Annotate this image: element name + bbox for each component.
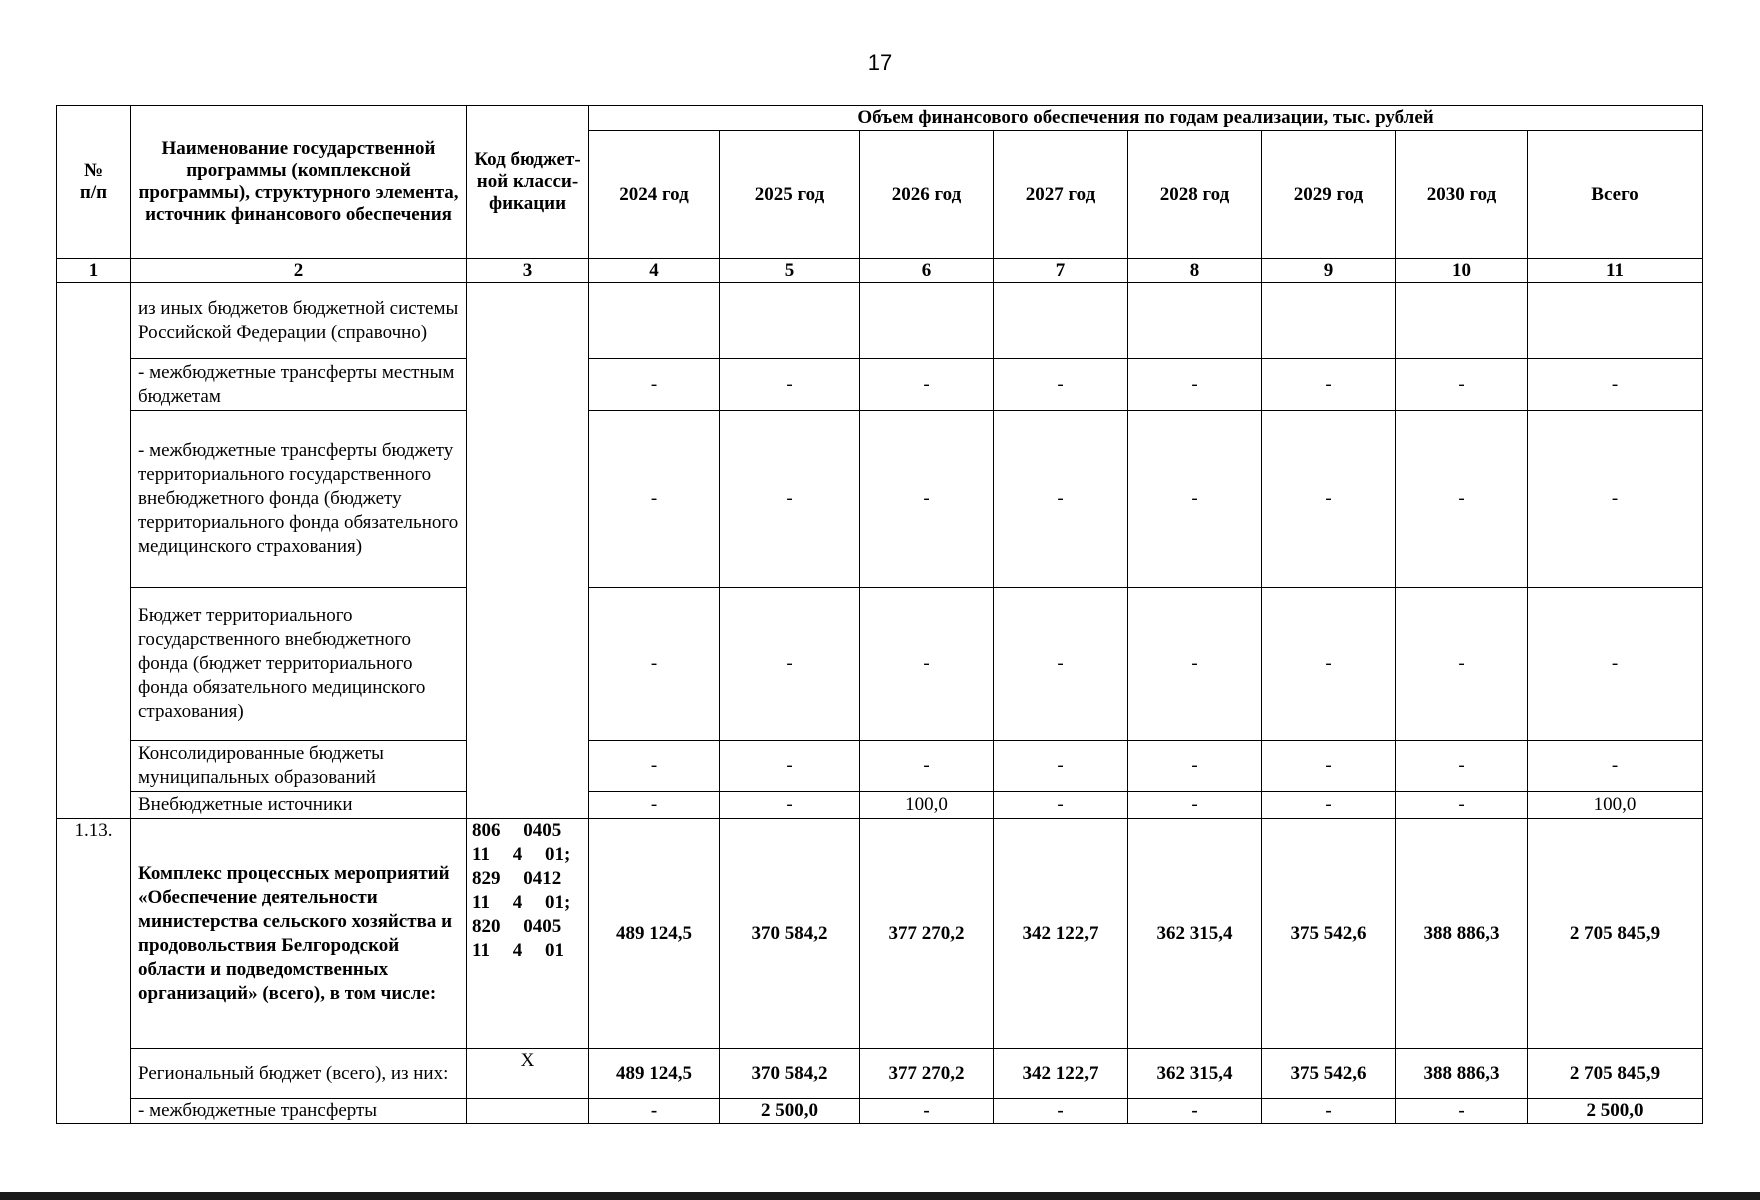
row-code: 806 0405 11 4 01; 829 0412 11 4 01; 820 0405 11 4 01: [467, 819, 589, 1049]
header-year: 2027 год: [994, 131, 1128, 259]
value-cell: -: [1262, 1099, 1396, 1124]
row-code: [467, 283, 589, 819]
row-name: - межбюджетные трансферты бюджету территориального государственного внебюджетного фонда (бюджету территориального фонда обязательного медицинского страхования): [131, 411, 467, 588]
header-year: 2030 год: [1396, 131, 1528, 259]
value-cell: [860, 283, 994, 359]
value-cell: -: [860, 588, 994, 741]
value-cell: 342 122,7: [994, 819, 1128, 1049]
index-cell: 11: [1528, 259, 1703, 283]
header-year: 2026 год: [860, 131, 994, 259]
value-cell: -: [1396, 741, 1528, 792]
financing-table: [56, 105, 1703, 1124]
scan-edge: [0, 1192, 1760, 1200]
row-name: Внебюджетные источники: [131, 792, 467, 819]
value-cell: 377 270,2: [860, 819, 994, 1049]
index-cell: 4: [589, 259, 720, 283]
row-name: Консолидированные бюджеты муниципальных образований: [131, 741, 467, 792]
value-cell: -: [1528, 411, 1703, 588]
table-row: [57, 1049, 1703, 1099]
index-cell: 9: [1262, 259, 1396, 283]
header-code: Код бюджет-ной класси-фикации: [467, 106, 589, 259]
value-cell: -: [994, 411, 1128, 588]
value-cell: -: [1128, 359, 1262, 411]
value-cell: -: [1262, 792, 1396, 819]
index-cell: 6: [860, 259, 994, 283]
value-cell: 100,0: [860, 792, 994, 819]
table-row: [57, 819, 1703, 1049]
row-num: [57, 283, 131, 819]
value-cell: -: [720, 411, 860, 588]
header-num: № п/п: [57, 106, 131, 259]
value-cell: 2 705 845,9: [1528, 819, 1703, 1049]
value-cell: 362 315,4: [1128, 819, 1262, 1049]
value-cell: -: [994, 792, 1128, 819]
value-cell: -: [589, 411, 720, 588]
value-cell: -: [1396, 359, 1528, 411]
value-cell: -: [1262, 411, 1396, 588]
table-row: [57, 411, 1703, 588]
header-year: 2024 год: [589, 131, 720, 259]
table-row: [57, 1099, 1703, 1124]
header-group-title: Объем финансового обеспечения по годам реализации, тыс. рублей: [589, 106, 1703, 131]
value-cell: [1396, 283, 1528, 359]
value-cell: -: [1128, 1099, 1262, 1124]
index-cell: 5: [720, 259, 860, 283]
value-cell: -: [1262, 359, 1396, 411]
value-cell: -: [589, 741, 720, 792]
value-cell: [994, 283, 1128, 359]
value-cell: -: [1396, 1099, 1528, 1124]
header-total: Всего: [1528, 131, 1703, 259]
value-cell: 2 500,0: [720, 1099, 860, 1124]
value-cell: -: [589, 588, 720, 741]
value-cell: [1262, 283, 1396, 359]
value-cell: 375 542,6: [1262, 819, 1396, 1049]
value-cell: -: [589, 792, 720, 819]
header-year: 2028 год: [1128, 131, 1262, 259]
index-cell: 2: [131, 259, 467, 283]
value-cell: -: [720, 588, 860, 741]
value-cell: 2 705 845,9: [1528, 1049, 1703, 1099]
value-cell: 377 270,2: [860, 1049, 994, 1099]
value-cell: [720, 283, 860, 359]
value-cell: -: [720, 359, 860, 411]
value-cell: -: [1396, 411, 1528, 588]
row-num: 1.13.: [57, 819, 131, 1124]
value-cell: 489 124,5: [589, 819, 720, 1049]
page-number: 17: [867, 50, 893, 75]
value-cell: -: [860, 741, 994, 792]
value-cell: -: [860, 359, 994, 411]
index-cell: 8: [1128, 259, 1262, 283]
row-code: [467, 1099, 589, 1124]
row-name: Региональный бюджет (всего), из них:: [131, 1049, 467, 1099]
value-cell: -: [1128, 411, 1262, 588]
value-cell: 362 315,4: [1128, 1049, 1262, 1099]
header-name: Наименование государственной программы (комплексной программы), структурного элемента, источник финансового обеспечения: [131, 106, 467, 259]
value-cell: 489 124,5: [589, 1049, 720, 1099]
index-cell: 10: [1396, 259, 1528, 283]
value-cell: -: [860, 411, 994, 588]
value-cell: -: [860, 1099, 994, 1124]
value-cell: [589, 283, 720, 359]
value-cell: 375 542,6: [1262, 1049, 1396, 1099]
row-name: из иных бюджетов бюджетной системы Российской Федерации (справочно): [131, 283, 467, 359]
value-cell: -: [1396, 792, 1528, 819]
value-cell: 370 584,2: [720, 819, 860, 1049]
value-cell: -: [1396, 588, 1528, 741]
value-cell: -: [589, 1099, 720, 1124]
value-cell: 100,0: [1528, 792, 1703, 819]
value-cell: -: [994, 359, 1128, 411]
value-cell: [1528, 283, 1703, 359]
row-name: - межбюджетные трансферты: [131, 1099, 467, 1124]
table-row: [57, 741, 1703, 792]
value-cell: -: [994, 1099, 1128, 1124]
value-cell: -: [994, 588, 1128, 741]
table-row: [57, 588, 1703, 741]
row-code: Х: [467, 1049, 589, 1099]
row-name: Бюджет территориального государственного внебюджетного фонда (бюджет территориального фонда обязательного медицинского страхования): [131, 588, 467, 741]
value-cell: 370 584,2: [720, 1049, 860, 1099]
value-cell: [1128, 283, 1262, 359]
value-cell: -: [994, 741, 1128, 792]
table-row: [57, 283, 1703, 359]
index-cell: 3: [467, 259, 589, 283]
value-cell: -: [720, 741, 860, 792]
value-cell: -: [720, 792, 860, 819]
value-cell: -: [1262, 588, 1396, 741]
value-cell: 2 500,0: [1528, 1099, 1703, 1124]
index-cell: 1: [57, 259, 131, 283]
value-cell: -: [1262, 741, 1396, 792]
value-cell: -: [1528, 588, 1703, 741]
value-cell: -: [589, 359, 720, 411]
index-cell: 7: [994, 259, 1128, 283]
value-cell: 388 886,3: [1396, 819, 1528, 1049]
table-row: [57, 792, 1703, 819]
row-name: Комплекс процессных мероприятий «Обеспечение деятельности министерства сельского хозяйства и продовольствия Белгородской области и подведомственных организаций» (всего), в том числе:: [131, 819, 467, 1049]
value-cell: -: [1128, 741, 1262, 792]
header-year: 2029 год: [1262, 131, 1396, 259]
value-cell: -: [1528, 741, 1703, 792]
value-cell: 342 122,7: [994, 1049, 1128, 1099]
table-row: [57, 359, 1703, 411]
value-cell: -: [1128, 588, 1262, 741]
value-cell: -: [1528, 359, 1703, 411]
row-name: - межбюджетные трансферты местным бюджетам: [131, 359, 467, 411]
value-cell: 388 886,3: [1396, 1049, 1528, 1099]
value-cell: -: [1128, 792, 1262, 819]
header-year: 2025 год: [720, 131, 860, 259]
